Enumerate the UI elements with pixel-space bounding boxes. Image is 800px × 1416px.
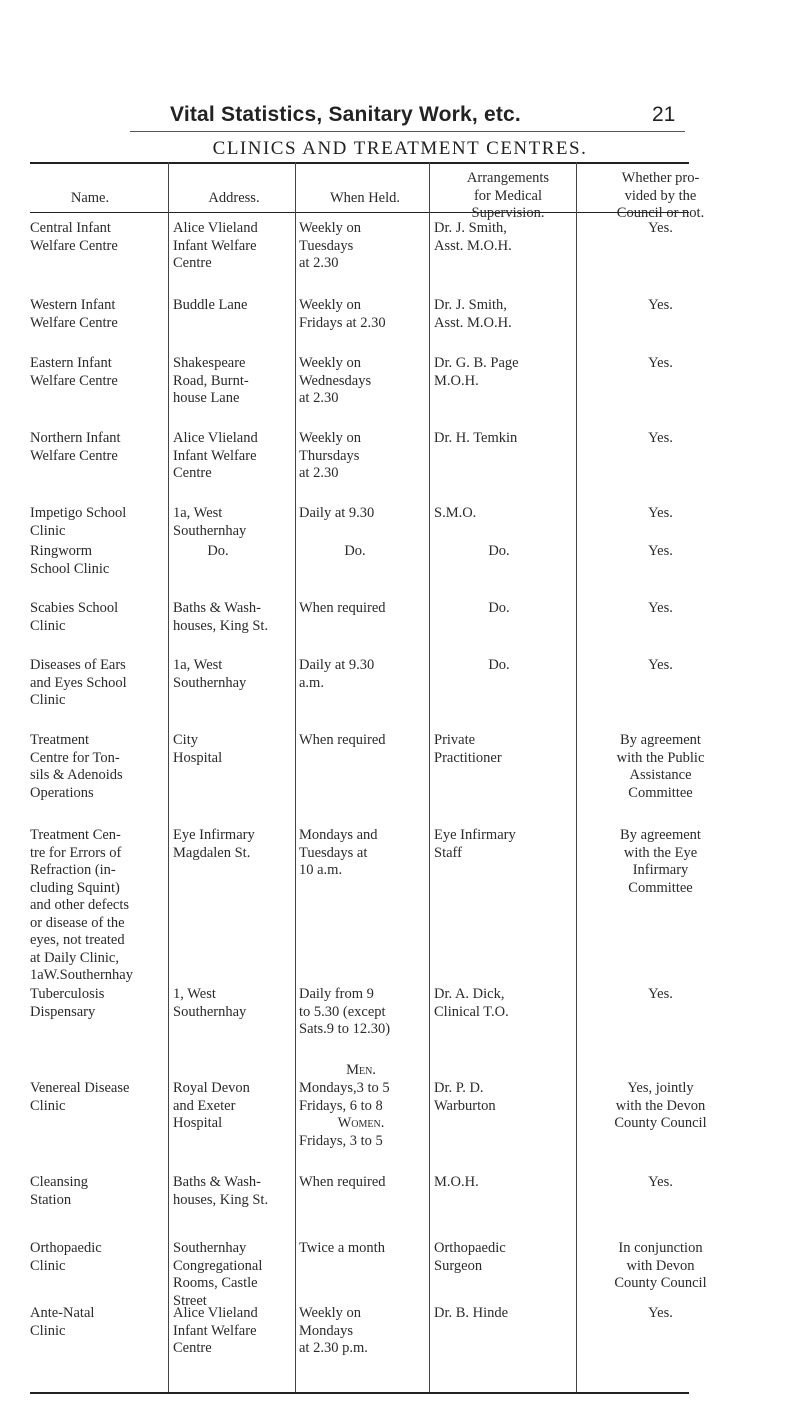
cell-name: Diseases of Ears and Eyes School Clinic bbox=[30, 657, 127, 708]
clinics-table-continued bbox=[30, 1162, 689, 1402]
table-top-rule bbox=[30, 162, 689, 164]
cell-provided: Yes, jointly with the Devon County Council bbox=[614, 1080, 707, 1131]
page-number: 21 bbox=[652, 103, 676, 126]
running-title: Vital Statistics, Sanitary Work, etc. bbox=[170, 103, 521, 126]
cell-name: Orthopaedic Clinic bbox=[30, 1240, 102, 1274]
cell-provided: Yes. bbox=[648, 355, 673, 371]
cell-name: Cleansing Station bbox=[30, 1174, 88, 1208]
cell-address: Buddle Lane bbox=[173, 297, 248, 313]
cell-supervision: Eye Infirmary Staff bbox=[434, 827, 516, 861]
cell-address: Alice Vlieland Infant Welfare Centre bbox=[173, 1305, 258, 1356]
cell-supervision: Orthopaedic Surgeon bbox=[434, 1240, 506, 1274]
cell-provided: By agreement with the Public Assistance Committee bbox=[616, 732, 705, 801]
cell-supervision: Private Practitioner bbox=[434, 732, 502, 766]
cell-supervision: Do. bbox=[488, 543, 510, 559]
cell-provided: Yes. bbox=[648, 297, 673, 313]
cell-address: Alice Vlieland Infant Welfare Centre bbox=[173, 430, 258, 481]
cell-when-held: Weekly on Tuesdays at 2.30 bbox=[299, 220, 362, 271]
cell-name: Treatment Cen- tre for Errors of Refraction (in- cluding Squint) and other defects or disease of the eyes, not treated at Daily Clinic, 1aW.Southernhay bbox=[30, 827, 133, 983]
cell-provided: Yes. bbox=[648, 430, 673, 446]
cell-provided: By agreement with the Eye Infirmary Committee bbox=[620, 827, 701, 896]
cell-address: City Hospital bbox=[173, 732, 223, 766]
cell-name: Central Infant Welfare Centre bbox=[30, 220, 118, 254]
cell-supervision: Dr. H. Temkin bbox=[434, 430, 518, 446]
cell-address: Alice Vlieland Infant Welfare Centre bbox=[173, 220, 258, 271]
cell-provided: Yes. bbox=[648, 220, 673, 236]
cell-name: Venereal Disease Clinic bbox=[30, 1080, 130, 1114]
cell-when-held: Daily from 9 to 5.30 (except Sats.9 to 12.30) bbox=[299, 986, 391, 1037]
cell-provided: In conjunction with Devon County Council bbox=[614, 1240, 707, 1291]
table-title: CLINICS AND TREATMENT CENTRES. bbox=[212, 138, 588, 159]
cell-name: Tuberculosis Dispensary bbox=[30, 986, 105, 1020]
cell-when-held-women: Fridays, 3 to 5 bbox=[299, 1133, 383, 1149]
cell-supervision: Dr. A. Dick, Clinical T.O. bbox=[434, 986, 509, 1020]
cell-name: Western Infant Welfare Centre bbox=[30, 297, 118, 331]
column-header-name: Name. bbox=[70, 190, 110, 206]
cell-when-held: Weekly on Thursdays at 2.30 bbox=[299, 430, 362, 481]
cell-supervision: Do. bbox=[488, 600, 510, 616]
cell-when-held: Weekly on Fridays at 2.30 bbox=[299, 297, 386, 331]
cell-when-held: Mondays,3 to 5 Fridays, 6 to 8 bbox=[299, 1080, 390, 1114]
cell-address: Baths & Wash- houses, King St. bbox=[173, 1174, 269, 1208]
cell-address: 1, West Southernhay bbox=[173, 986, 247, 1020]
cell-name: Ante-Natal Clinic bbox=[30, 1305, 95, 1339]
cell-address: Do. bbox=[207, 543, 229, 559]
cell-supervision: S.M.O. bbox=[434, 505, 477, 521]
cell-when-held: Do. bbox=[344, 543, 366, 559]
cell-provided: Yes. bbox=[648, 1174, 673, 1190]
cell-provided: Yes. bbox=[648, 1305, 673, 1321]
cell-provided: Yes. bbox=[648, 505, 673, 521]
column-header-when-held: When Held. bbox=[329, 190, 401, 206]
cell-supervision: M.O.H. bbox=[434, 1174, 479, 1190]
cell-when-held: When required bbox=[299, 732, 386, 748]
cell-provided: Yes. bbox=[648, 986, 673, 1002]
cell-when-held: When required bbox=[299, 600, 386, 616]
cell-address: 1a, West Southernhay bbox=[173, 505, 247, 539]
cell-name: Impetigo School Clinic bbox=[30, 505, 127, 539]
cell-supervision: Dr. B. Hinde bbox=[434, 1305, 509, 1321]
cell-when-held: Weekly on Mondays at 2.30 p.m. bbox=[299, 1305, 368, 1356]
cell-name: Eastern Infant Welfare Centre bbox=[30, 355, 118, 389]
cell-when-held: When required bbox=[299, 1174, 386, 1190]
cell-supervision: Do. bbox=[488, 657, 510, 673]
cell-provided: Yes. bbox=[648, 657, 673, 673]
cell-address: Baths & Wash- houses, King St. bbox=[173, 600, 269, 634]
cell-when-held: Twice a month bbox=[299, 1240, 385, 1256]
cell-provided: Yes. bbox=[648, 543, 673, 559]
cell-when-held: Daily at 9.30 bbox=[299, 505, 375, 521]
column-header-address: Address. bbox=[208, 190, 260, 206]
cell-address: 1a, West Southernhay bbox=[173, 657, 247, 691]
cell-address: Royal Devon and Exeter Hospital bbox=[173, 1080, 250, 1131]
cell-address: Eye Infirmary Magdalen St. bbox=[173, 827, 255, 861]
cell-supervision: Dr. P. D. Warburton bbox=[434, 1080, 496, 1114]
cell-when-held: Weekly on Wednesdays at 2.30 bbox=[299, 355, 372, 406]
cell-name: Ringworm School Clinic bbox=[30, 543, 110, 577]
cell-provided: Yes. bbox=[648, 600, 673, 616]
cell-when-held: Mondays and Tuesdays at 10 a.m. bbox=[299, 827, 378, 878]
cell-address: Southernhay Congregational Rooms, Castle Street bbox=[173, 1240, 263, 1309]
cell-when-held-men-label: Men. bbox=[346, 1062, 376, 1078]
column-header-supervision: Arrangements for Medical Supervision. bbox=[466, 170, 550, 221]
cell-name: Treatment Centre for Ton- sils & Adenoids Operations bbox=[30, 732, 123, 801]
cell-name: Scabies School Clinic bbox=[30, 600, 119, 634]
cell-supervision: Dr. J. Smith, Asst. M.O.H. bbox=[434, 297, 512, 331]
cell-address: Shakespeare Road, Burnt- house Lane bbox=[173, 355, 249, 406]
cell-when-held-women-label: Women. bbox=[337, 1115, 385, 1131]
cell-supervision: Dr. J. Smith, Asst. M.O.H. bbox=[434, 220, 512, 254]
cell-supervision: Dr. G. B. Page M.O.H. bbox=[434, 355, 519, 389]
cell-name: Northern Infant Welfare Centre bbox=[30, 430, 121, 464]
header-rule bbox=[130, 131, 685, 132]
cell-when-held: Daily at 9.30 a.m. bbox=[299, 657, 375, 691]
column-header-provided: Whether pro- vided by the Council or not. bbox=[616, 170, 705, 221]
running-head bbox=[0, 103, 800, 133]
